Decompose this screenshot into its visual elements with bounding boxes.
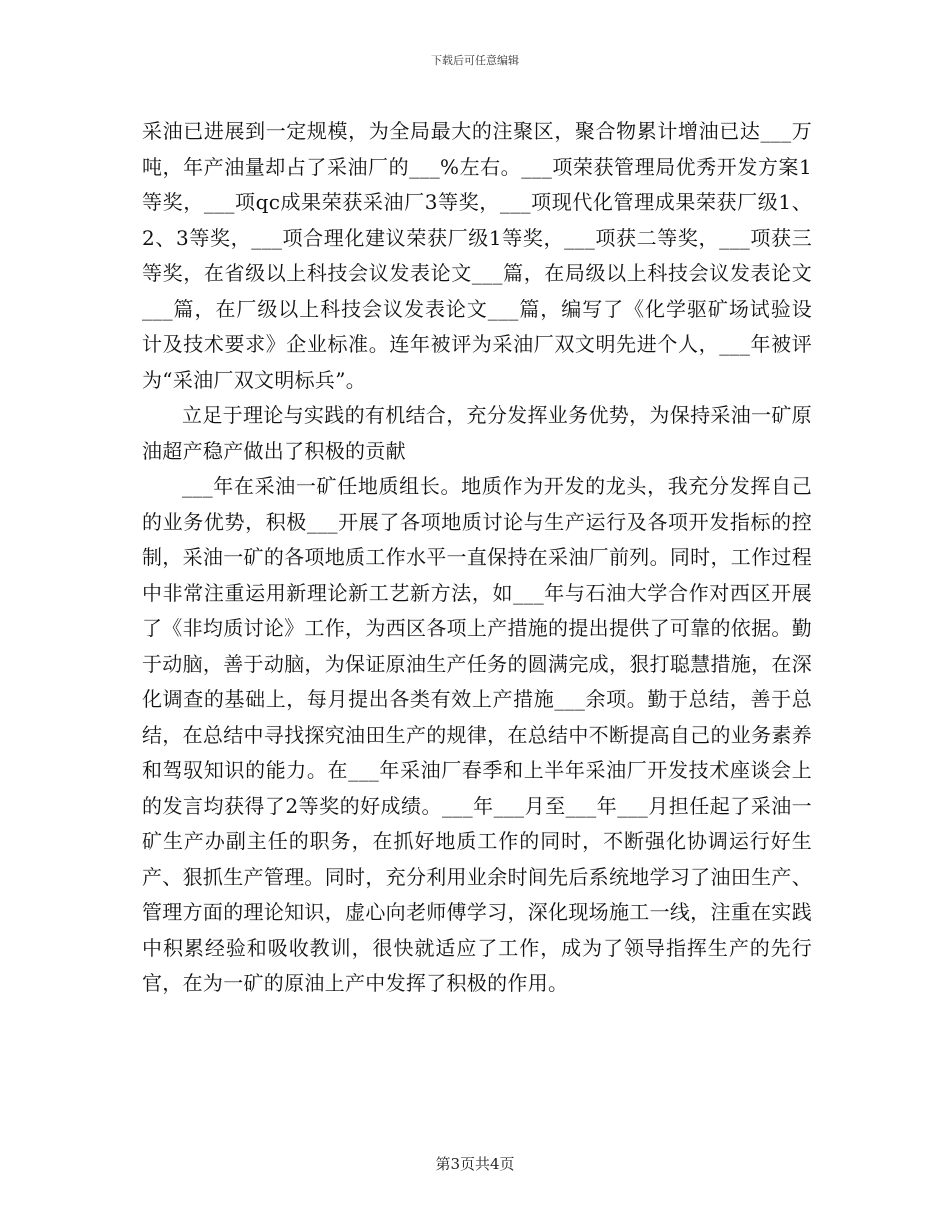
page-header: 下载后可任意编辑: [431, 54, 519, 67]
document-body: [142, 114, 812, 1002]
page-number: 第3页共4页: [435, 1155, 515, 1173]
paragraph-section-heading: 立足于理论与实践的有机结合，充分发挥业务优势，为保持采油一矿原油超产稳产做出了积极的贡献: [142, 403, 812, 463]
paragraph-achievements: 采油已进展到一定规模，为全局最大的注聚区，聚合物累计增油已达___万吨，年产油量却占了采油厂的___%左右。___项荣获管理局优秀开发方案1等奖，___项qc成果荣获采油厂3等奖，___项现代化管理成果荣获厂级1、2、3等奖，___项合理化建议荣获厂级1等奖，___项获二等奖，___项获三等奖，在省级以上科技会议发表论文___篇，在局级以上科技会议发表论文___篇，在厂级以上科技会议发表论文___篇，编写了《化学驱矿场试验设计及技术要求》企业标准。连年被评为采油厂双文明先进个人，___年被评为“采油厂双文明标兵”。: [142, 119, 812, 392]
paragraph-geology-work: ___年在采油一矿任地质组长。地质作为开发的龙头，我充分发挥自己的业务优势，积极___开展了各项地质讨论与生产运行及各项开发指标的控制，采油一矿的各项地质工作水平一直保持在采油厂前列。同时，工作过程中非常注重运用新理论新工艺新方法，如___年与石油大学合作对西区开展了《非均质讨论》工作，为西区各项上产措施的提出提供了可靠的依据。勤于动脑，善于动脑，为保证原油生产任务的圆满完成，狠打聪慧措施，在深化调查的基础上，每月提出各类有效上产措施___余项。勤于总结，善于总结，在总结中寻找探究油田生产的规律，在总结中不断提高自己的业务素养和驾驭知识的能力。在___年采油厂春季和上半年采油厂开发技术座谈会上的发言均获得了2等奖的好成绩。___年___月至___年___月担任起了采油一矿生产办副主任的职务，在抓好地质工作的同时，不断强化协调运行好生产、狠抓生产管理。同时，充分利用业余时间先后系统地学习了油田生产、管理方面的理论知识，虚心向老师傅学习，深化现场施工一线，注重在实践中积累经验和吸收教训，很快就适应了工作，成为了领导指挥生产的先行官，在为一矿的原油上产中发挥了积极的作用。: [142, 474, 812, 995]
